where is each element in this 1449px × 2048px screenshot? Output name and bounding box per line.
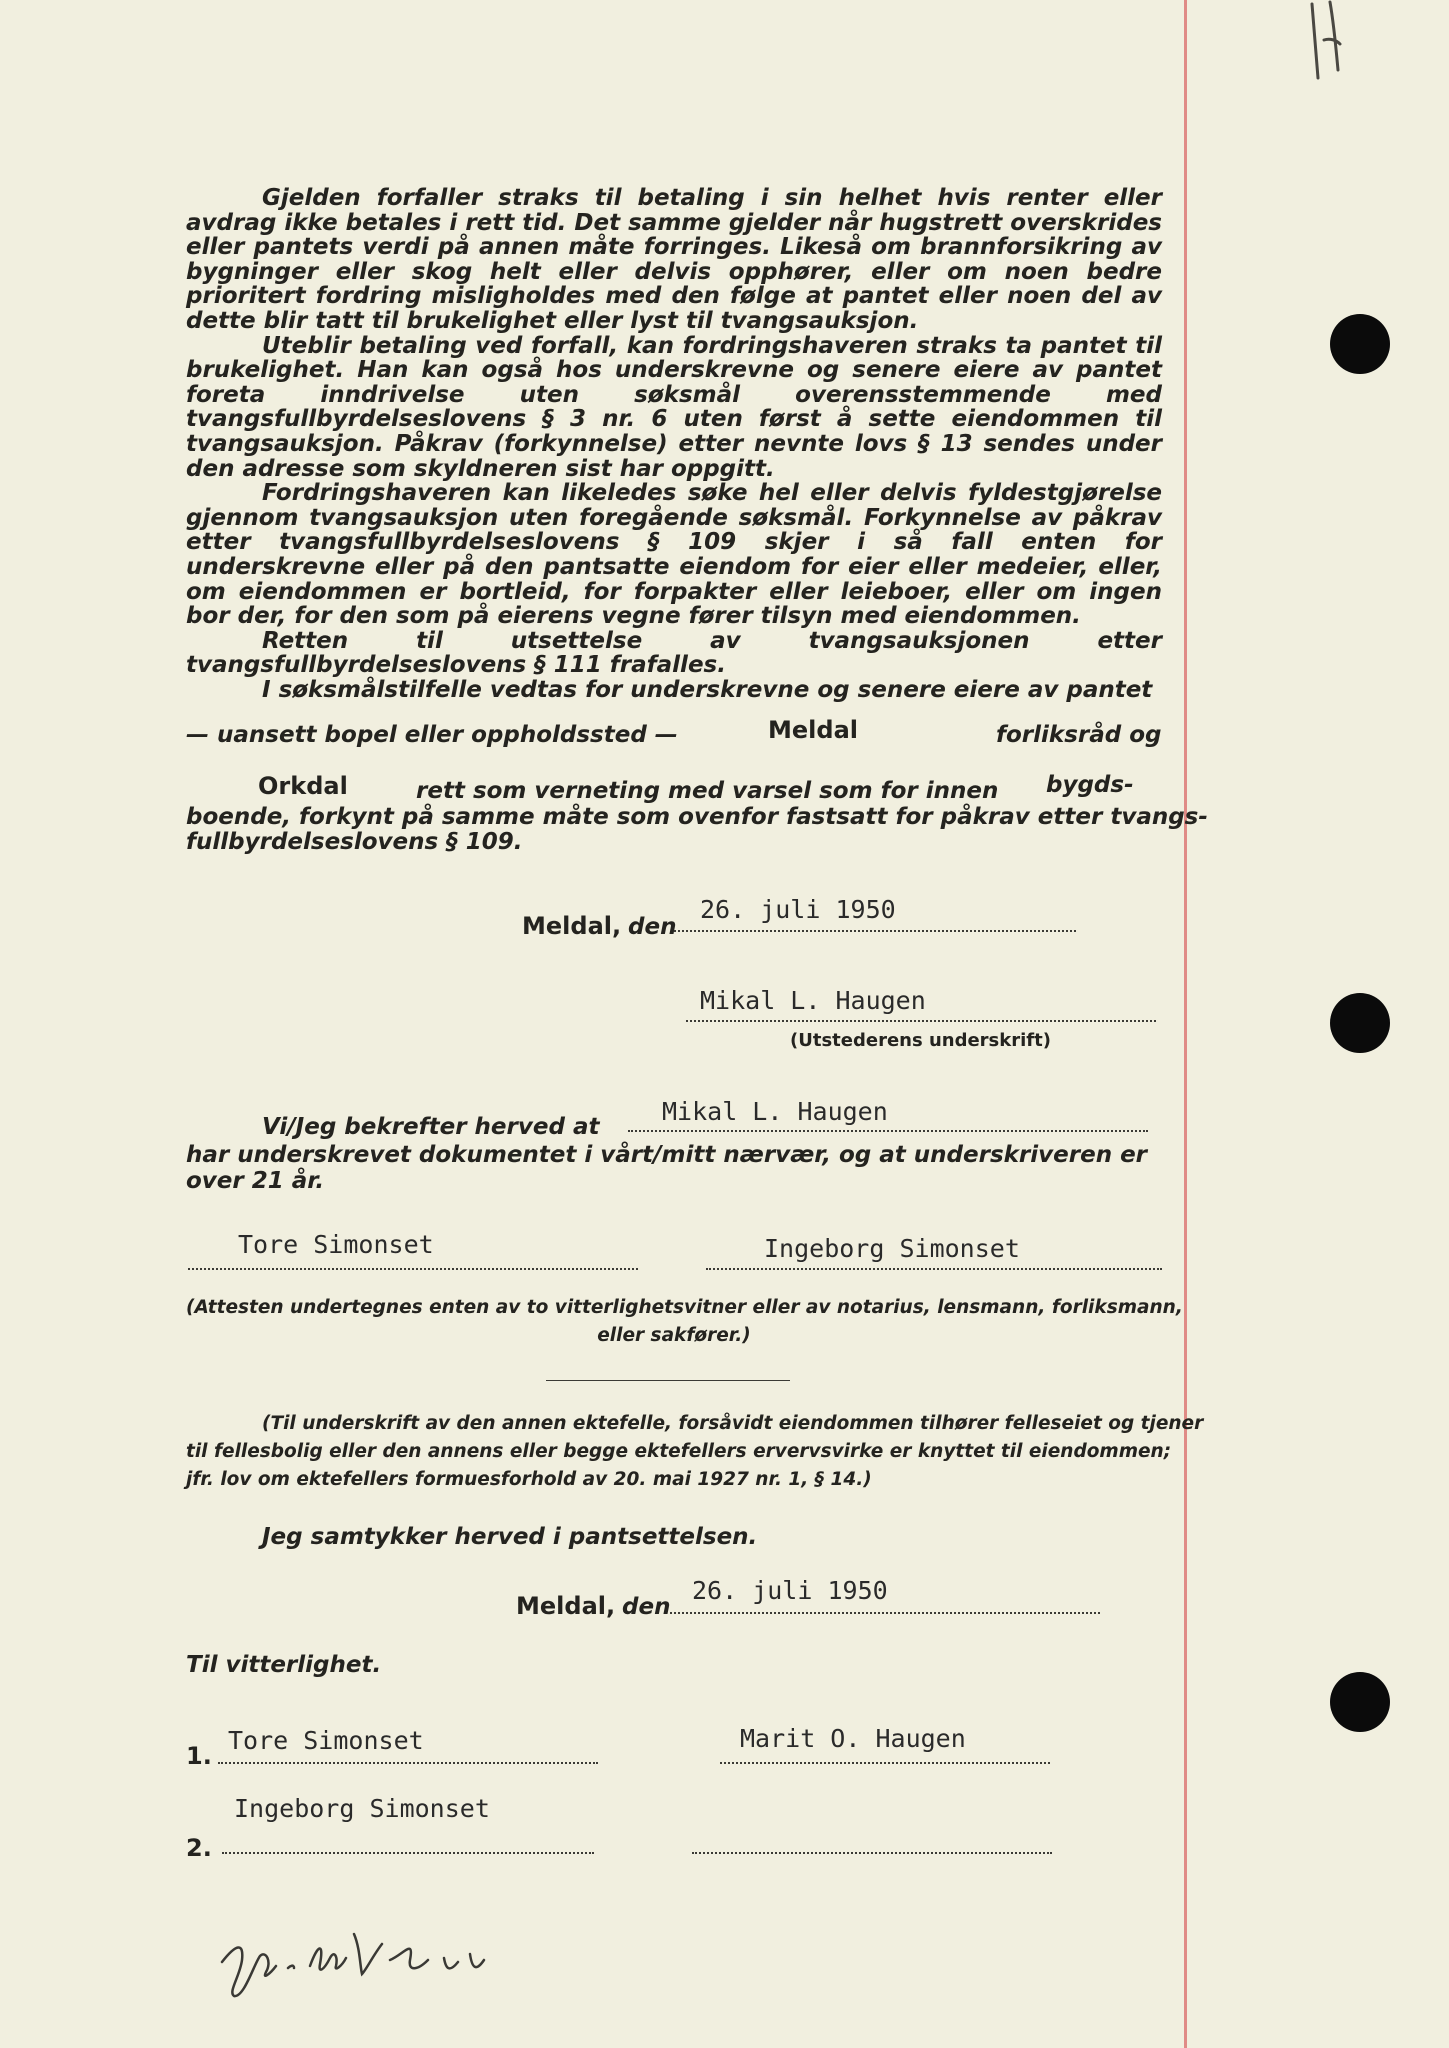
punch-hole-middle xyxy=(1330,993,1390,1053)
terms-paragraph: Fordringshaveren kan likeledes søke hel eller delvis fyldestgjørelse gjennom tvangsauksjon uten foregående søksmål. Forkynnelse av påkrav etter tvangsfullbyrdelseslovens § 109 skjer i så fall enten for underskrevne eller på den pantsatte eiendom for eier eller medeier, eller, om eiendommen er bortleid, for forpakter eller leieboer, eller om ingen bor der, for den som på eierens vegne fører tilsyn med eiendommen. xyxy=(186,480,1162,630)
venue-rett-label: rett som verneting med varsel som for innen xyxy=(416,778,999,804)
spouse-note-line-1: (Til underskrift av den annen ektefelle, forsåvidt eiendommen tilhører felleseiet og tjener xyxy=(262,1413,1204,1434)
witness-note-line-2: eller sakfører.) xyxy=(597,1325,751,1346)
issue-date-line xyxy=(674,930,1076,932)
terms-paragraph: Uteblir betaling ved forfall, kan fordringshaveren straks ta pantet til brukelighet. Han kan også hos underskrevne og senere eiere av pantet foreta inndrivelse uten søksmål overensstemmende med tvangsfullbyrdelseslovens § 3 nr. 6 uten først å sette eiendommen til tvangsauksjon. Påkrav (forkynnelse) etter nevnte lovs § 13 sendes under den adresse som skyldneren sist har oppgitt. xyxy=(186,332,1162,482)
attest-witness-2: Ingeborg Simonset xyxy=(234,1794,490,1823)
consent-place: Meldal, xyxy=(516,1592,616,1620)
terms-text xyxy=(186,186,1162,702)
attest-title: Til vitterlighet. xyxy=(186,1652,382,1678)
consent-den-label: den xyxy=(622,1594,671,1620)
punch-hole-bottom xyxy=(1330,1672,1390,1732)
issuer-signature-line xyxy=(686,1020,1156,1022)
terms-paragraph: Gjelden forfaller straks til betaling i sin helhet hvis renter eller avdrag ikke betales i rett tid. Det samme gjelder når hugstrett overskrides eller pantets verdi på annen måte forringes. Likeså om brannforsikring av bygninger eller skog helt eller delvis opphører, eller om noen bedre prioritert fordring misligholdes med den følge at pantet eller noen del av dette blir tatt til brukelighet eller lyst til tvangsauksjon. xyxy=(186,185,1162,334)
spouse-note-line-3: jfr. lov om ektefellers formuesforhold av 20. mai 1927 nr. 1, § 14.) xyxy=(186,1469,872,1490)
confirm-lead: Vi/Jeg bekrefter herved at xyxy=(262,1114,600,1140)
venue-prefix: — uansett bopel eller oppholdssted — xyxy=(186,722,678,748)
spouse-note xyxy=(186,1410,1204,1494)
issue-date: 26. juli 1950 xyxy=(700,895,896,924)
venue-place-forliksrad: Meldal xyxy=(768,716,858,744)
spouse-signature-line xyxy=(720,1762,1050,1764)
attest-witness-2-line xyxy=(222,1852,594,1854)
confirm-name: Mikal L. Haugen xyxy=(662,1097,888,1126)
terms-paragraph: I søksmålstilfelle vedtas for underskrevne og senere eiere av pantet xyxy=(262,676,1153,703)
consent-date: 26. juli 1950 xyxy=(692,1576,888,1605)
witness-left: Tore Simonset xyxy=(238,1230,434,1259)
issuer-signature: Mikal L. Haugen xyxy=(700,986,926,1015)
confirm-line-3: over 21 år. xyxy=(186,1168,325,1194)
witness-right-line xyxy=(706,1268,1162,1270)
witness-right: Ingeborg Simonset xyxy=(764,1234,1020,1263)
registrar-handwritten-signature xyxy=(214,1914,514,2004)
corner-handwriting-mark xyxy=(1300,0,1360,90)
spouse-signature: Marit O. Haugen xyxy=(740,1724,966,1753)
venue-line-3: fullbyrdelseslovens § 109. xyxy=(186,829,523,855)
witness-note xyxy=(186,1294,1183,1350)
witness-note-line-1: (Attesten undertegnes enten av to vitterlighetsvitner eller av notarius, lensmann, forliksmann, xyxy=(186,1297,1183,1318)
attest-right-2-line xyxy=(692,1852,1052,1854)
punch-hole-top xyxy=(1330,314,1390,374)
attest-witness-1-line xyxy=(218,1762,598,1764)
venue-line-2: boende, forkynt på samme måte som ovenfor fastsatt for påkrav etter tvangs- xyxy=(186,804,1208,830)
attest-witness-1: Tore Simonset xyxy=(228,1726,424,1755)
consent-text: Jeg samtykker herved i pantsettelsen. xyxy=(262,1524,758,1550)
venue-tail: bygds- xyxy=(1046,772,1134,798)
issue-den-label: den xyxy=(628,914,677,940)
venue-forliksrad-label: forliksråd og xyxy=(996,722,1162,748)
venue-place-rett: Orkdal xyxy=(258,772,348,800)
section-divider xyxy=(546,1380,790,1381)
issuer-signature-caption: (Utstederens underskrift) xyxy=(790,1030,1051,1051)
confirm-line-2: har underskrevet dokumentet i vårt/mitt nærvær, og at underskriveren er xyxy=(186,1142,1148,1168)
attest-number-2: 2. xyxy=(186,1834,212,1862)
issue-place: Meldal, xyxy=(522,912,622,940)
witness-left-line xyxy=(188,1268,638,1270)
terms-paragraph: Retten til utsettelse av tvangsauksjonen etter tvangsfullbyrdelseslovens § 111 frafalles. xyxy=(186,627,1162,679)
margin-line xyxy=(1184,0,1187,2048)
spouse-note-line-2: til fellesbolig eller den annens eller begge ektefellers ervervsvirke er knyttet til eiendommen; xyxy=(186,1441,1172,1462)
confirm-name-line xyxy=(628,1130,1148,1132)
consent-date-line xyxy=(670,1612,1100,1614)
attest-number-1: 1. xyxy=(186,1742,212,1770)
